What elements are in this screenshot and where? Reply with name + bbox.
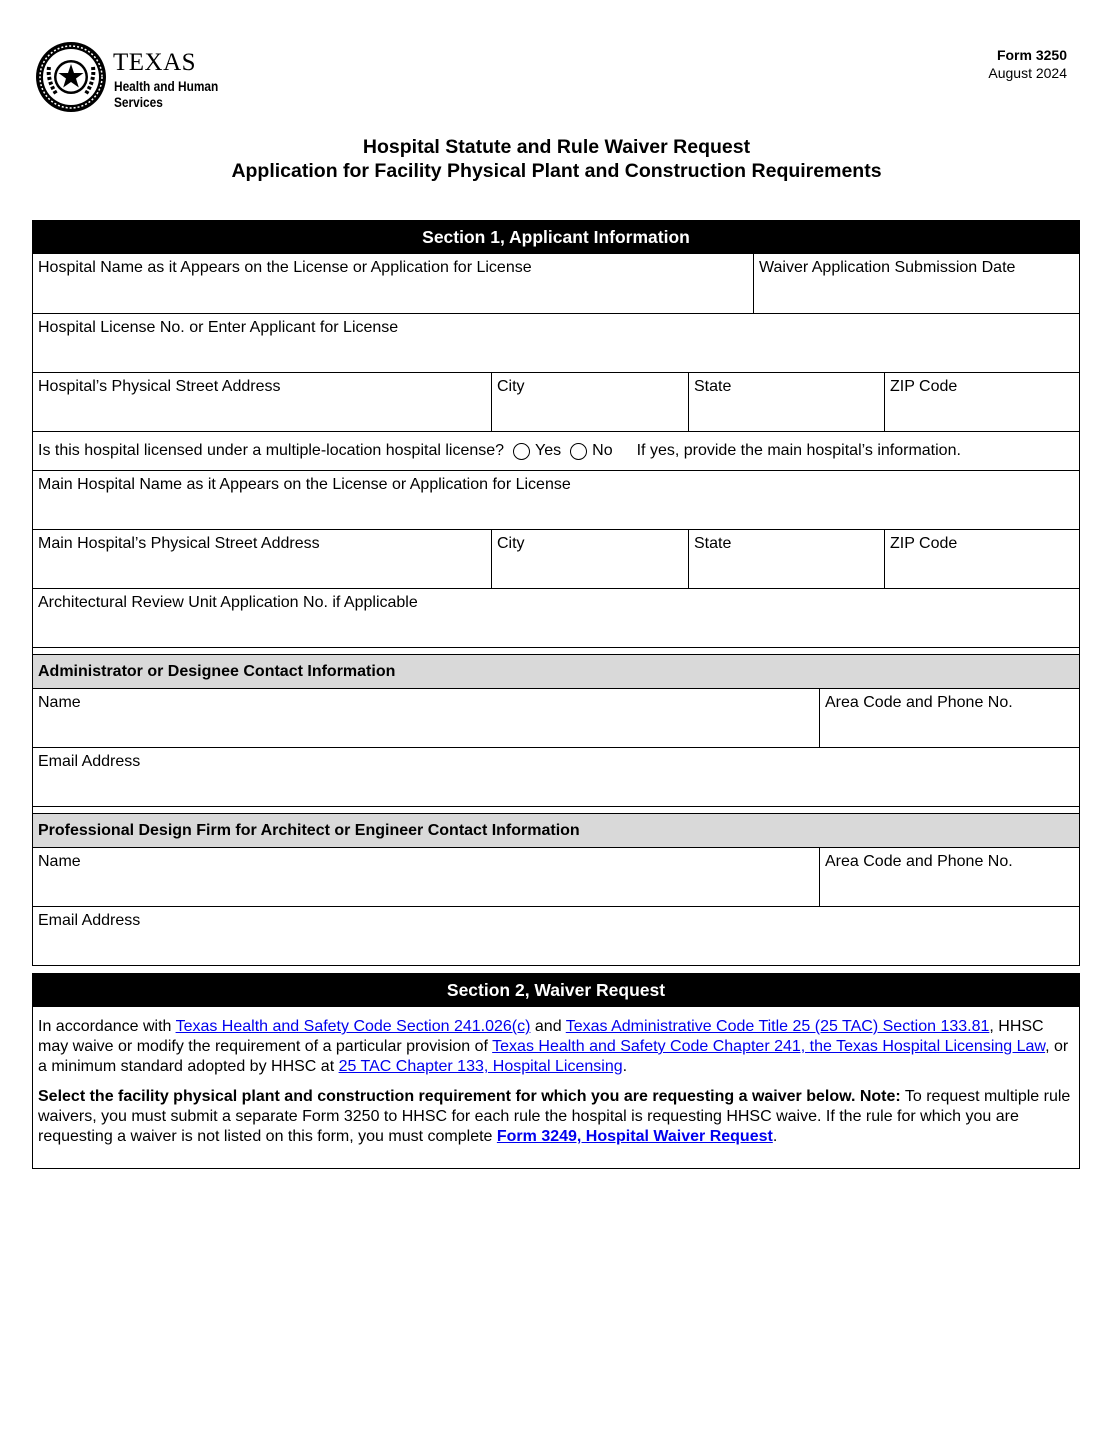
row-admin-email	[33, 747, 1079, 806]
divider	[33, 806, 1079, 813]
row-hospital-name	[33, 254, 1079, 313]
multi-location-question: Is this hospital licensed under a multiple-location hospital license?	[38, 442, 505, 459]
section-1	[32, 220, 1080, 966]
main-city-field[interactable]: City	[491, 530, 688, 588]
section-2-heading: Section 2, Waiver Request	[33, 974, 1079, 1007]
main-zip-field[interactable]: ZIP Code	[884, 530, 1079, 588]
row-address	[33, 372, 1079, 431]
license-no-field[interactable]: Hospital License No. or Enter Applicant for License	[38, 319, 399, 336]
no-label: No	[592, 442, 613, 459]
tac-133-81-link[interactable]: Texas Administrative Code Title 25 (25 TAC) Section 133.81	[565, 1018, 990, 1035]
row-firm-name	[33, 847, 1079, 906]
logo-texas: TEXAS	[113, 49, 197, 76]
firm-name-field[interactable]: Name	[38, 853, 81, 870]
row-aru	[33, 588, 1079, 647]
section-1-heading: Section 1, Applicant Information	[33, 221, 1079, 254]
firm-phone-field[interactable]: Area Code and Phone No.	[819, 848, 1079, 906]
row-license	[33, 313, 1079, 372]
yes-radio[interactable]	[513, 443, 530, 460]
submission-date-field[interactable]: Waiver Application Submission Date	[753, 254, 1079, 313]
tac-chapter-133-link[interactable]: 25 TAC Chapter 133, Hospital Licensing	[338, 1058, 623, 1075]
hsc-241-026-link[interactable]: Texas Health and Safety Code Section 241.026(c)	[175, 1018, 531, 1035]
multi-location-note: If yes, provide the main hospital’s information.	[636, 442, 961, 459]
logo-agency: Health and Human Services	[114, 79, 219, 110]
instruction-paragraph: Select the facility physical plant and construction requirement for which you are requesting a waiver below. Note: To request multiple rule waivers, you must submit a separate Form 3250 to HHSC for each rule the hospital is requesting HHSC waive. If the rule for which you are requesting a waiver is not listed on this form, you must complete Form 3249, Hospital Waiver Request.	[38, 1088, 1071, 1145]
city-field[interactable]: City	[491, 373, 688, 431]
yes-label: Yes	[535, 442, 562, 459]
hospital-name-field[interactable]: Hospital Name as it Appears on the License or Application for License	[38, 259, 532, 276]
page-title: Hospital Statute and Rule Waiver Request Application for Facility Physical Plant and Construction Requirements	[231, 136, 882, 182]
admin-contact-heading: Administrator or Designee Contact Information	[33, 654, 1079, 688]
hhs-logo	[35, 41, 235, 117]
hsc-chapter-241-link[interactable]: Texas Health and Safety Code Chapter 241, the Texas Hospital Licensing Law	[492, 1038, 1046, 1055]
admin-name-field[interactable]: Name	[38, 694, 81, 711]
row-admin-name	[33, 688, 1079, 747]
texas-seal-icon	[35, 41, 107, 113]
no-radio[interactable]	[570, 443, 587, 460]
aru-application-field[interactable]: Architectural Review Unit Application No. if Applicable	[38, 594, 418, 611]
street-address-field[interactable]: Hospital’s Physical Street Address	[38, 378, 281, 395]
design-firm-heading: Professional Design Firm for Architect or Engineer Contact Information	[33, 813, 1079, 847]
admin-email-field[interactable]: Email Address	[38, 753, 141, 770]
row-main-address	[33, 529, 1079, 588]
divider	[33, 647, 1079, 654]
main-hospital-name-field[interactable]: Main Hospital Name as it Appears on the License or Application for License	[38, 476, 571, 493]
admin-phone-field[interactable]: Area Code and Phone No.	[819, 689, 1079, 747]
row-multi-location	[33, 431, 1079, 470]
state-field[interactable]: State	[688, 373, 884, 431]
form-number: Form 3250	[996, 47, 1067, 63]
row-main-hospital-name	[33, 470, 1079, 529]
main-street-address-field[interactable]: Main Hospital’s Physical Street Address	[38, 535, 320, 552]
section-2	[32, 973, 1080, 1169]
form-info	[988, 46, 1067, 82]
intro-paragraph: In accordance with Texas Health and Safety Code Section 241.026(c) and Texas Administrative Code Title 25 (25 TAC) Section 133.81, HHSC may waive or modify the requirement of a particular provision of Texas Health and Safety Code Chapter 241, the Texas Hospital Licensing Law, or a minimum standard adopted by HHSC at 25 TAC Chapter 133, Hospital Licensing.	[38, 1018, 1069, 1075]
firm-email-field[interactable]: Email Address	[38, 912, 141, 929]
section-2-body	[33, 1007, 1079, 1177]
form-3249-link[interactable]: Form 3249, Hospital Waiver Request	[496, 1128, 773, 1145]
form-date: August 2024	[988, 65, 1067, 81]
main-state-field[interactable]: State	[688, 530, 884, 588]
zip-field[interactable]: ZIP Code	[884, 373, 1079, 431]
row-firm-email	[33, 906, 1079, 965]
